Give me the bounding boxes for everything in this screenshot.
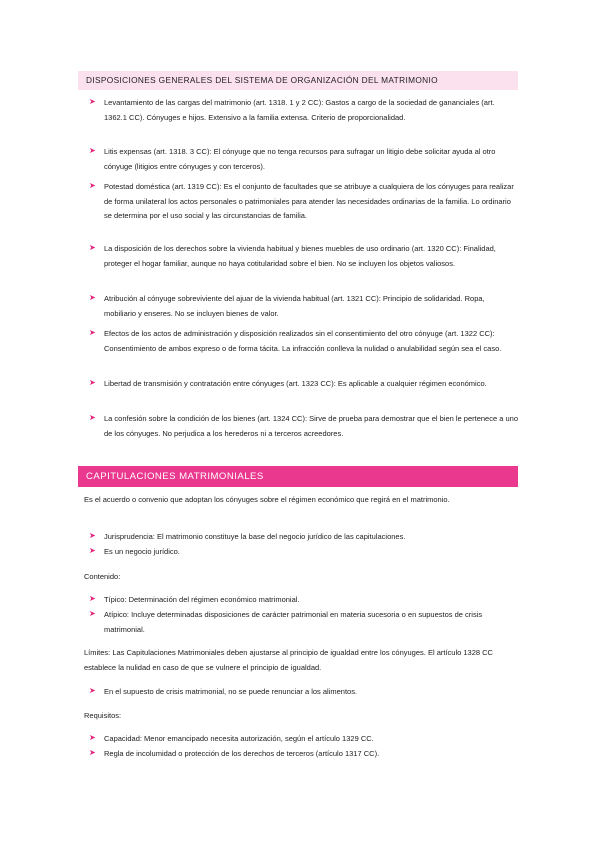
list-item: [89, 412, 519, 441]
label-requisitos: Requisitos:: [84, 711, 122, 720]
list-item: [89, 242, 518, 271]
chevron-right-icon: ➤: [89, 97, 96, 106]
list-item: [89, 327, 518, 356]
list-item: [89, 145, 518, 174]
list-item-text: Levantamiento de las cargas del matrimonio (art. 1318. 1 y 2 CC): Gastos a cargo de la sociedad de gananciales (art. 1362.1 CC). Cónyuges e hijos. Extensivo a la familia extensa. Criterio de proporcionalidad.: [104, 98, 495, 122]
list-item-text: Regla de incolumidad o protección de los derechos de terceros (artículo 1317 CC).: [104, 749, 380, 758]
list-item: [89, 292, 518, 321]
list-item: [89, 747, 518, 762]
section-title: DISPOSICIONES GENERALES DEL SISTEMA DE ORGANIZACIÓN DEL MATRIMONIO: [86, 75, 438, 85]
chevron-right-icon: ➤: [89, 181, 96, 190]
section-header-disposiciones: [78, 71, 518, 90]
list-item: [89, 545, 518, 560]
list-item-text: Típico: Determinación del régimen económico matrimonial.: [104, 595, 300, 604]
list-item-text: Efectos de los actos de administración y disposición realizados sin el consentimiento del otro cónyuge (art. 1322 CC): Consentimiento de ambos expreso o de forma tácita. La infracción conlleva la nulidad o anulabilidad según sea el caso.: [104, 329, 502, 353]
paragraph-limites: Límites: Las Capitulaciones Matrimoniales deben ajustarse al principio de igualdad entre los cónyuges. El artículo 1328 CC establece la nulidad en caso de que se vulnere el principio de igualdad.: [84, 648, 493, 672]
list-item-text: Libertad de transmisión y contratación entre cónyuges (art. 1323 CC): Es aplicable a cualquier régimen económico.: [104, 379, 487, 388]
list-item-text: La confesión sobre la condición de los bienes (art. 1324 CC): Sirve de prueba para demostrar que el bien le pertenece a uno de los cónyuges. No perjudica a los herederos ni a terceros acreedores.: [104, 414, 519, 438]
label-contenido: Contenido:: [84, 572, 121, 581]
chevron-right-icon: ➤: [89, 609, 96, 618]
list-item: [89, 685, 518, 700]
list-item: [89, 96, 518, 125]
list-item-text: Atípico: Incluye determinadas disposiciones de carácter patrimonial en materia sucesoria o en supuestos de crisis matrimonial.: [104, 610, 483, 634]
chevron-right-icon: ➤: [89, 293, 96, 302]
chevron-right-icon: ➤: [89, 594, 96, 603]
paragraph-intro: Es el acuerdo o convenio que adoptan los cónyuges sobre el régimen económico que regirá en el matrimonio.: [84, 495, 450, 504]
chevron-right-icon: ➤: [89, 328, 96, 337]
chevron-right-icon: ➤: [89, 546, 96, 555]
list-item-text: En el supuesto de crisis matrimonial, no se puede renunciar a los alimentos.: [104, 687, 358, 696]
chevron-right-icon: ➤: [89, 378, 96, 387]
chevron-right-icon: ➤: [89, 733, 96, 742]
list-item-text: La disposición de los derechos sobre la vivienda habitual y bienes muebles de uso ordinario (art. 1320 CC): Finalidad, proteger el hogar familiar, aunque no haya cotitularidad sobre el bien. No se incluyen los objetos valiosos.: [104, 244, 496, 268]
list-item-text: Potestad doméstica (art. 1319 CC): Es el conjunto de facultades que se atribuye a cualquiera de los cónyuges para realizar de forma unilateral los actos personales o patrimoniales para atender las necesidades ordinarias de la familia. Lo ordinario se determina por el uso social y las circunstancias de familia.: [104, 182, 514, 221]
list-item-text: Litis expensas (art. 1318. 3 CC): El cónyuge que no tenga recursos para sufragar un litigio debe solicitar ayuda al otro cónyuge (litigios entre cónyuges y con terceros).: [104, 147, 496, 171]
chevron-right-icon: ➤: [89, 146, 96, 155]
list-item-text: Jurisprudencia: El matrimonio constituye la base del negocio jurídico de las capitulaciones.: [104, 532, 406, 541]
chevron-right-icon: ➤: [89, 748, 96, 757]
list-item: [89, 377, 518, 392]
section-title: CAPITULACIONES MATRIMONIALES: [86, 471, 264, 482]
list-item: [89, 593, 518, 608]
chevron-right-icon: ➤: [89, 686, 96, 695]
section-header-capitulaciones: [78, 466, 518, 487]
chevron-right-icon: ➤: [89, 243, 96, 252]
chevron-right-icon: ➤: [89, 531, 96, 540]
list-item: [89, 732, 518, 747]
list-item: [89, 608, 518, 637]
list-item: [89, 180, 518, 224]
list-item-text: Atribución al cónyuge sobreviviente del ajuar de la vivienda habitual (art. 1321 CC): Principio de solidaridad. Ropa, mobiliario y enseres. No se incluyen bienes de valor.: [104, 294, 485, 318]
chevron-right-icon: ➤: [89, 413, 96, 422]
list-item: [89, 530, 518, 545]
list-item-text: Es un negocio jurídico.: [104, 547, 180, 556]
list-item-text: Capacidad: Menor emancipado necesita autorización, según el artículo 1329 CC.: [104, 734, 374, 743]
